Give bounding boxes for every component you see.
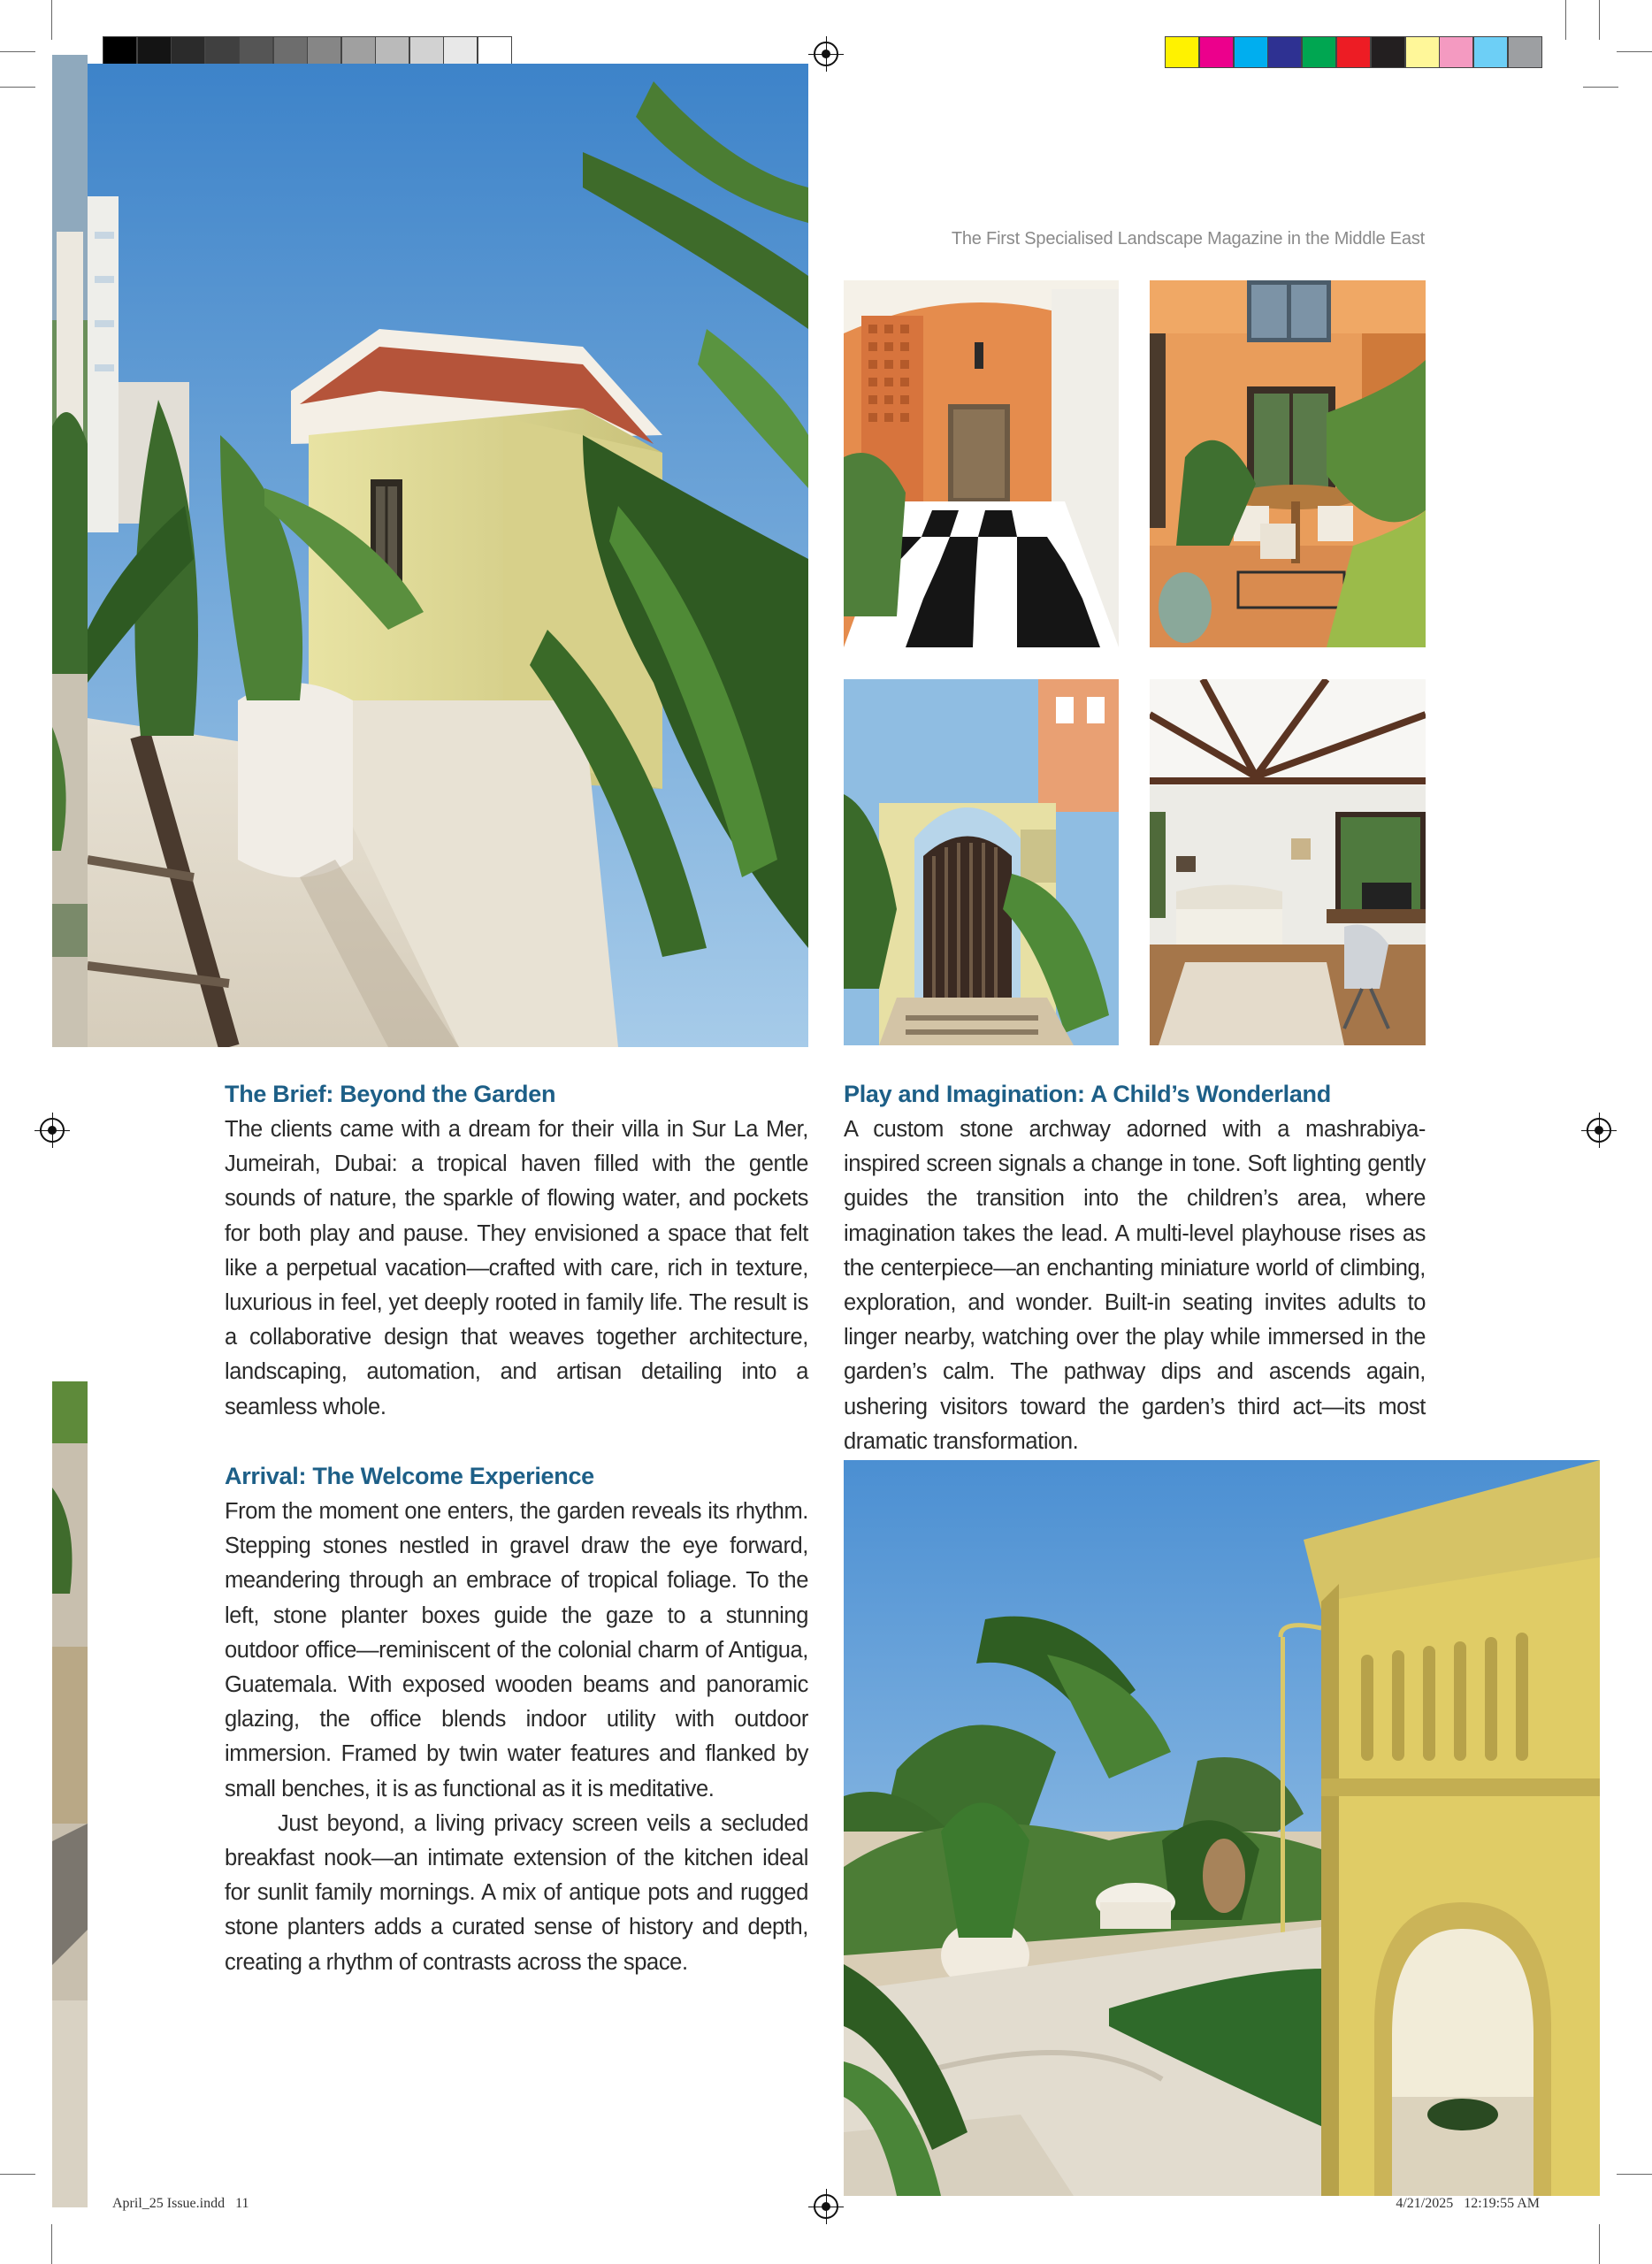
magazine-tagline: The First Specialised Landscape Magazine in the Middle East xyxy=(951,229,1425,249)
crop-mark xyxy=(1583,87,1618,88)
crop-mark xyxy=(0,2174,35,2175)
crop-mark xyxy=(51,2224,52,2264)
arrival-body xyxy=(225,1495,808,1980)
outdoor-office-interior-photo xyxy=(1150,679,1426,1045)
registration-mark xyxy=(40,1118,65,1143)
color-swatch xyxy=(1508,36,1542,68)
arrival-paragraph-2: Just beyond, a living privacy screen veils a secluded breakfast nook—an intimate extension of the kitchen ideal for sunlit family mornings. A mix of antique pots and rugged stone planters adds a curated sense of history and depth, creating a rhythm of contrasts across the space. xyxy=(225,1810,808,1975)
brief-heading: The Brief: Beyond the Garden xyxy=(225,1081,556,1107)
color-swatch xyxy=(1439,36,1473,68)
color-swatch xyxy=(1405,36,1440,68)
play-heading: Play and Imagination: A Child’s Wonderland xyxy=(844,1081,1331,1107)
play-body xyxy=(844,1113,1426,1459)
crop-mark xyxy=(1599,2224,1600,2264)
brief-paragraph: The clients came with a dream for their villa in Sur La Mer, Jumeirah, Dubai: a tropical haven filled with the gentle sounds of nature, the sparkle of flowing water, and pockets for both play and pause. They envisioned a space that felt like a perpetual vacation—crafted with care, rich in texture, luxurious in feel, yet deeply rooted in family life. The result is a collaborative design that weaves together architecture, landscaping, automation, and artisan detailing into a seamless whole. xyxy=(225,1117,808,1419)
courtyard-dining-photo xyxy=(1150,280,1426,647)
color-swatch xyxy=(1473,36,1508,68)
crop-mark xyxy=(1617,2174,1652,2175)
left-bleed-strip-photo xyxy=(52,55,88,1047)
footer-file-name: April_25 Issue.indd 11 xyxy=(112,2196,249,2211)
footer-timestamp: 4/21/2025 12:19:55 AM xyxy=(1396,2196,1540,2211)
color-swatch xyxy=(1199,36,1234,68)
crop-mark xyxy=(1599,0,1600,40)
play-paragraph: A custom stone archway adorned with a mashrabiya-inspired screen signals a change in tone. Soft lighting gently guides the transition into the children’s area, where imagination takes the lead. A multi-level playhouse rises as the centerpiece—an enchanting miniature world of climbing, exploration, and wonder. Built-in seating invites adults to linger nearby, watching over the play while immersed in the garden’s calm. The pathway dips and ascends again, ushering visitors toward the garden’s third act—its most dramatic transformation. xyxy=(844,1117,1426,1454)
arrival-heading: Arrival: The Welcome Experience xyxy=(225,1463,594,1489)
crop-mark xyxy=(51,0,52,40)
playhouse-garden-photo xyxy=(844,1460,1600,2196)
color-swatch xyxy=(1302,36,1336,68)
color-swatch xyxy=(1267,36,1302,68)
registration-mark xyxy=(1587,1118,1611,1143)
registration-mark xyxy=(814,2194,838,2219)
garden-gate-archway-photo xyxy=(844,679,1119,1045)
arrival-paragraph-1: From the moment one enters, the garden reveals its rhythm. Stepping stones nestled in gravel draw the eye forward, meandering through an embrace of tropical foliage. To the left, stone planter boxes guide the gaze to a stunning outdoor office—reminiscent of the colonial charm of Antigua, Guatemala. With exposed wooden beams and panoramic glazing, the office blends indoor utility with outdoor immersion. Framed by twin water features and flanked by small benches, it is as functional as it is meditative. xyxy=(225,1499,808,1801)
left-bleed-strip-photo-lower xyxy=(52,1381,88,2207)
villa-office-photo xyxy=(88,64,808,1047)
color-swatch xyxy=(1165,36,1199,68)
color-swatch xyxy=(1336,36,1371,68)
crop-mark xyxy=(0,51,35,52)
brief-body xyxy=(225,1113,808,1425)
crop-mark xyxy=(1565,0,1566,40)
color-swatch xyxy=(1234,36,1268,68)
registration-mark xyxy=(814,42,838,66)
color-swatch xyxy=(1371,36,1405,68)
orange-corridor-photo xyxy=(844,280,1119,647)
crop-mark xyxy=(1617,51,1652,52)
crop-mark xyxy=(0,87,35,88)
